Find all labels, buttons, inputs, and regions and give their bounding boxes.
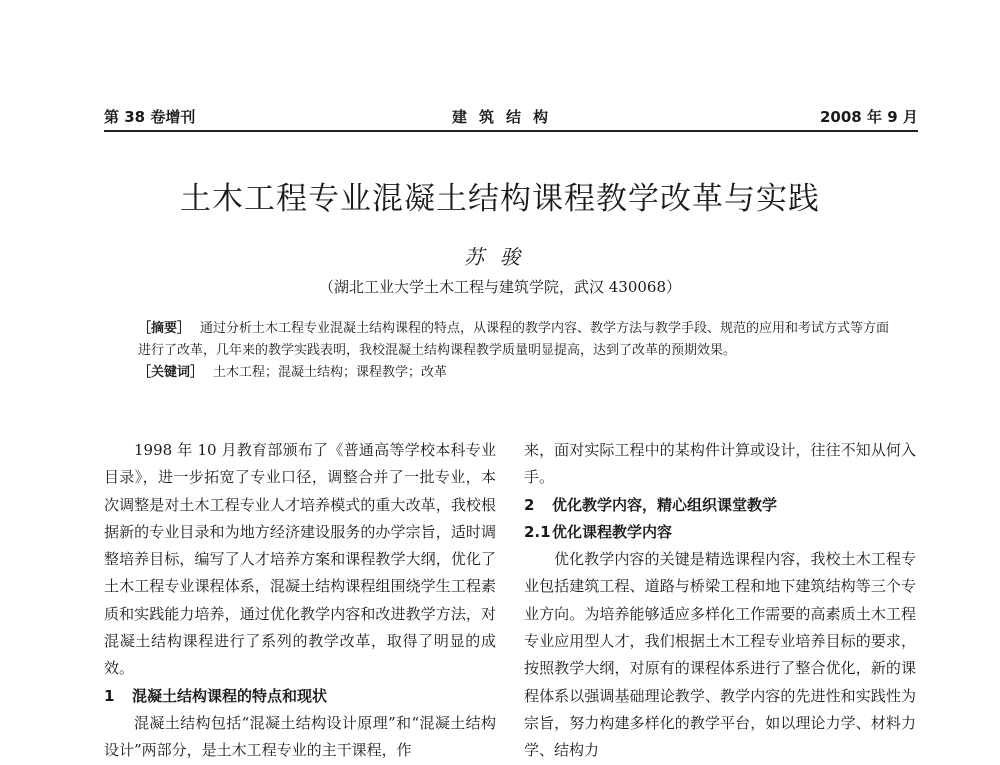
paper-author: 苏骏 xyxy=(464,245,536,269)
section-2-1-number: 2.1 xyxy=(524,522,551,541)
paper-title: 土木工程专业混凝土结构课程教学改革与实践 xyxy=(180,181,820,217)
journal-name: 建筑结构 xyxy=(452,108,561,126)
section-2-number: 2 xyxy=(524,495,535,514)
abstract xyxy=(138,318,898,362)
section-1-title: 混凝土结构课程的特点和现状 xyxy=(132,686,328,705)
section-2-heading xyxy=(524,492,916,519)
abstract-block xyxy=(138,318,898,384)
abstract-label: ［摘要］ xyxy=(138,321,191,336)
section-2-title: 优化教学内容，精心组织课堂教学 xyxy=(552,495,778,514)
section-1-number: 1 xyxy=(104,686,115,705)
section-1-heading xyxy=(104,683,496,710)
keywords xyxy=(138,362,898,384)
section-2-1-heading xyxy=(524,519,916,546)
continued-paragraph: 来，面对实际工程中的某构件计算或设计，往往不知从何入手。 xyxy=(524,441,916,487)
paper-affiliation: （湖北工业大学土木工程与建筑学院，武汉 430068） xyxy=(318,278,682,296)
body-column-left xyxy=(104,437,496,765)
section-1-paragraph: 混凝土结构包括“混凝土结构设计原理”和“混凝土结构设计”两部分，是土木工程专业的主干课程，作 xyxy=(104,713,496,760)
section-2-1-title: 优化课程教学内容 xyxy=(552,522,673,541)
abstract-text: 通过分析土木工程专业混凝土结构课程的特点，从课程的教学内容、教学方法与教学手段、规范的应用和考试方式等方面进行了改革，几年来的教学实践表明，我校混凝土结构课程教学质量明显提高，达到了改革的预期效果。 xyxy=(138,321,890,358)
journal-volume: 第 38 卷增刊 xyxy=(104,108,196,126)
section-2-1-paragraph: 优化教学内容的关键是精选课程内容，我校土木工程专业包括建筑工程、道路与桥梁工程和地下建筑结构等三个专业方向。为培养能够适应多样化工作需要的高素质土木工程专业应用型人才，我们根据土木工程专业培养目标的要求，按照教学大纲，对原有的课程体系进行了整合优化，新的课程体系以强调基础理论教学、教学内容的先进性和实践性为宗旨，努力构建多样化的教学平台，如以理论力学、材料力学、结构力 xyxy=(524,550,916,760)
journal-date: 2008 年 9 月 xyxy=(820,108,918,126)
body-column-right xyxy=(524,437,916,765)
header-rule xyxy=(104,130,918,132)
keywords-text: 土木工程；混凝土结构；课程教学；改革 xyxy=(213,365,448,380)
keywords-label: ［关键词］ xyxy=(138,365,204,380)
intro-paragraph: 1998 年 10 月教育部颁布了《普通高等学校本科专业目录》，进一步拓宽了专业口径，调整合并了一批专业，本次调整是对土木工程专业人才培养模式的重大改革，我校根据新的专业目录和为地方经济建设服务的办学宗旨，适时调整培养目标，编写了人才培养方案和课程教学大纲，优化了土木工程专业课程体系，混凝土结构课程组围绕学生工程素质和实践能力培养，通过优化教学内容和改进教学方法，对混凝土结构课程进行了系列的教学改革，取得了明显的成效。 xyxy=(104,441,496,678)
